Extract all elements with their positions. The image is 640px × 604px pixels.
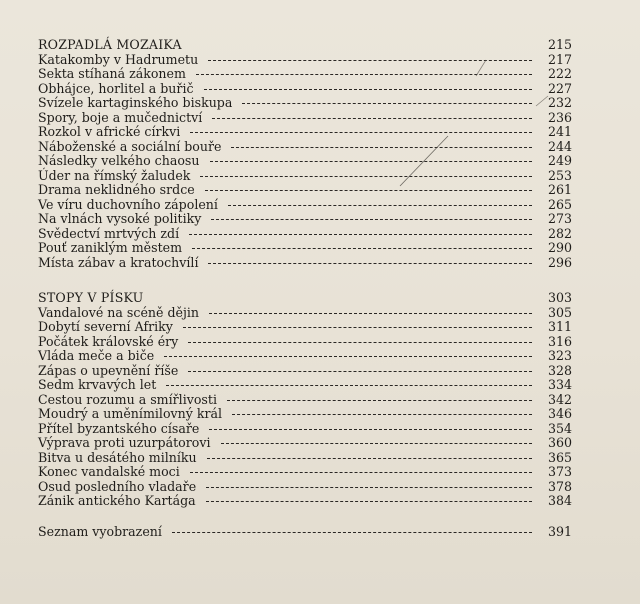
entry-title: Seznam vyobrazení xyxy=(38,523,162,539)
entry-title: Obhájce, horlitel a buřič xyxy=(38,80,194,96)
entry-title: Přítel byzantského císaře xyxy=(38,420,200,436)
dot-leader xyxy=(205,190,532,191)
page-number: 346 xyxy=(547,406,572,421)
entry-title: Rozkol v africké církvi xyxy=(38,124,181,139)
page-number: 227 xyxy=(547,80,572,96)
toc-entry xyxy=(38,96,572,111)
page-number: 273 xyxy=(547,211,572,226)
toc-entry xyxy=(38,125,572,140)
page-number: 384 xyxy=(547,493,572,508)
dot-leader xyxy=(164,356,532,357)
entry-title: Svízele kartaginského biskupa xyxy=(38,95,233,110)
page-number: 261 xyxy=(547,182,572,197)
dot-leader xyxy=(200,176,532,177)
page-number: 378 xyxy=(547,478,572,494)
page-number: 391 xyxy=(547,523,572,539)
page-number: 296 xyxy=(547,254,572,270)
entry-title: Následky velkého chaosu xyxy=(38,153,200,168)
entry-title: Na vlnách vysoké politiky xyxy=(38,211,202,226)
toc-entry xyxy=(38,256,572,271)
entry-title: Zápas o upevnění říše xyxy=(38,362,179,378)
page-number: 244 xyxy=(547,138,572,154)
dot-leader xyxy=(190,472,532,473)
dot-leader xyxy=(227,400,532,401)
toc-entry xyxy=(38,451,572,466)
dot-leader xyxy=(189,234,532,235)
entry-title: Vláda meče a biče xyxy=(38,348,155,363)
page-number: 249 xyxy=(547,153,572,168)
entry-title: Sedm krvavých let xyxy=(38,377,157,392)
toc-entry xyxy=(38,364,572,379)
toc-entry xyxy=(38,154,572,169)
entry-title: Drama neklidného srdce xyxy=(38,182,195,197)
toc-entry xyxy=(38,436,572,451)
page-number: 354 xyxy=(547,420,572,436)
dot-leader xyxy=(209,313,532,314)
entry-title: Místa zábav a kratochvílí xyxy=(38,254,199,270)
page-number: 334 xyxy=(547,377,572,392)
entry-title: Cestou rozumu a smířlivosti xyxy=(38,391,217,407)
table-of-contents xyxy=(38,38,572,539)
page-number: 303 xyxy=(547,290,572,305)
toc-entry xyxy=(38,335,572,350)
dot-leader xyxy=(231,147,532,148)
dot-leader xyxy=(209,429,532,430)
entry-title: Moudrý a uměnímilovný král xyxy=(38,406,223,421)
page-number: 342 xyxy=(547,391,572,407)
toc-entry xyxy=(38,212,572,227)
page-number: 365 xyxy=(547,449,572,465)
dot-leader xyxy=(206,501,532,502)
section-spacer xyxy=(38,270,572,291)
section-title: ROZPADLÁ MOZAIKA xyxy=(38,37,182,52)
entry-title: Osud posledního vladaře xyxy=(38,478,197,494)
toc-entry xyxy=(38,494,572,509)
toc-entry xyxy=(38,320,572,335)
toc-entry xyxy=(38,169,572,184)
entry-title: Spory, boje a mučednictví xyxy=(38,109,203,125)
entry-title: Zánik antického Kartága xyxy=(38,493,196,508)
toc-entry xyxy=(38,183,572,198)
toc-entry xyxy=(38,227,572,242)
page-number: 253 xyxy=(547,167,572,183)
dot-leader xyxy=(208,263,532,264)
dot-leader xyxy=(212,118,532,119)
entry-title: Pouť zaniklým městem xyxy=(38,240,183,255)
toc-entry xyxy=(38,306,572,321)
dot-leader xyxy=(232,414,532,415)
toc-entry-appendix xyxy=(38,525,572,540)
page-number: 311 xyxy=(547,319,572,334)
section-spacer xyxy=(38,509,572,525)
dot-leader xyxy=(192,248,532,249)
toc-entry xyxy=(38,349,572,364)
page-number: 232 xyxy=(547,95,572,110)
toc-entry xyxy=(38,241,572,256)
entry-title: Svědectví mrtvých zdí xyxy=(38,225,180,241)
dot-leader xyxy=(221,443,532,444)
entry-title: Počátek královské éry xyxy=(38,333,179,349)
toc-entry xyxy=(38,67,572,82)
dot-leader xyxy=(206,487,532,488)
toc-entry xyxy=(38,480,572,495)
entry-title: Bitva u desátého milníku xyxy=(38,449,197,465)
toc-entry xyxy=(38,393,572,408)
page-number: 265 xyxy=(547,196,572,212)
dot-leader xyxy=(204,89,532,90)
dot-leader xyxy=(183,327,532,328)
entry-title: Sekta stíhaná zákonem xyxy=(38,66,186,81)
dot-leader xyxy=(188,371,532,372)
entry-title: Katakomby v Hadrumetu xyxy=(38,51,199,67)
page-number: 360 xyxy=(547,435,572,450)
dot-leader xyxy=(190,132,532,133)
page-number: 222 xyxy=(547,66,572,81)
dot-leader xyxy=(228,205,532,206)
dot-leader xyxy=(210,161,532,162)
page-number: 215 xyxy=(547,37,572,52)
entry-title: Výprava proti uzurpátorovi xyxy=(38,435,211,450)
dot-leader xyxy=(188,342,532,343)
page-number: 290 xyxy=(547,240,572,255)
toc-entry xyxy=(38,422,572,437)
page-number: 305 xyxy=(547,304,572,320)
dot-leader xyxy=(172,532,532,533)
page-number: 323 xyxy=(547,348,572,363)
section-title: STOPY V PÍSKU xyxy=(38,290,144,305)
toc-entry xyxy=(38,465,572,480)
section-heading xyxy=(38,38,572,53)
page-number: 282 xyxy=(547,225,572,241)
entry-title: Vandalové na scéně dějin xyxy=(38,304,200,320)
page-number: 217 xyxy=(547,51,572,67)
entry-title: Náboženské a sociální bouře xyxy=(38,138,222,154)
dot-leader xyxy=(242,103,532,104)
dot-leader xyxy=(196,74,532,75)
dot-leader xyxy=(208,60,532,61)
entry-title: Ve víru duchovního zápolení xyxy=(38,196,218,212)
toc-entry xyxy=(38,53,572,68)
entry-title: Úder na římský žaludek xyxy=(38,167,191,183)
section-heading xyxy=(38,291,572,306)
dot-leader xyxy=(211,219,532,220)
toc-entry xyxy=(38,378,572,393)
toc-entry xyxy=(38,82,572,97)
toc-entry xyxy=(38,140,572,155)
page-number: 373 xyxy=(547,464,572,479)
entry-title: Konec vandalské moci xyxy=(38,464,180,479)
page-number: 236 xyxy=(547,109,572,125)
toc-entry xyxy=(38,111,572,126)
toc-entry xyxy=(38,407,572,422)
page-number: 328 xyxy=(547,362,572,378)
entry-title: Dobytí severní Afriky xyxy=(38,319,173,334)
page-number: 241 xyxy=(547,124,572,139)
page-number: 316 xyxy=(547,333,572,349)
dot-leader xyxy=(207,458,532,459)
toc-entry xyxy=(38,198,572,213)
dot-leader xyxy=(166,385,532,386)
